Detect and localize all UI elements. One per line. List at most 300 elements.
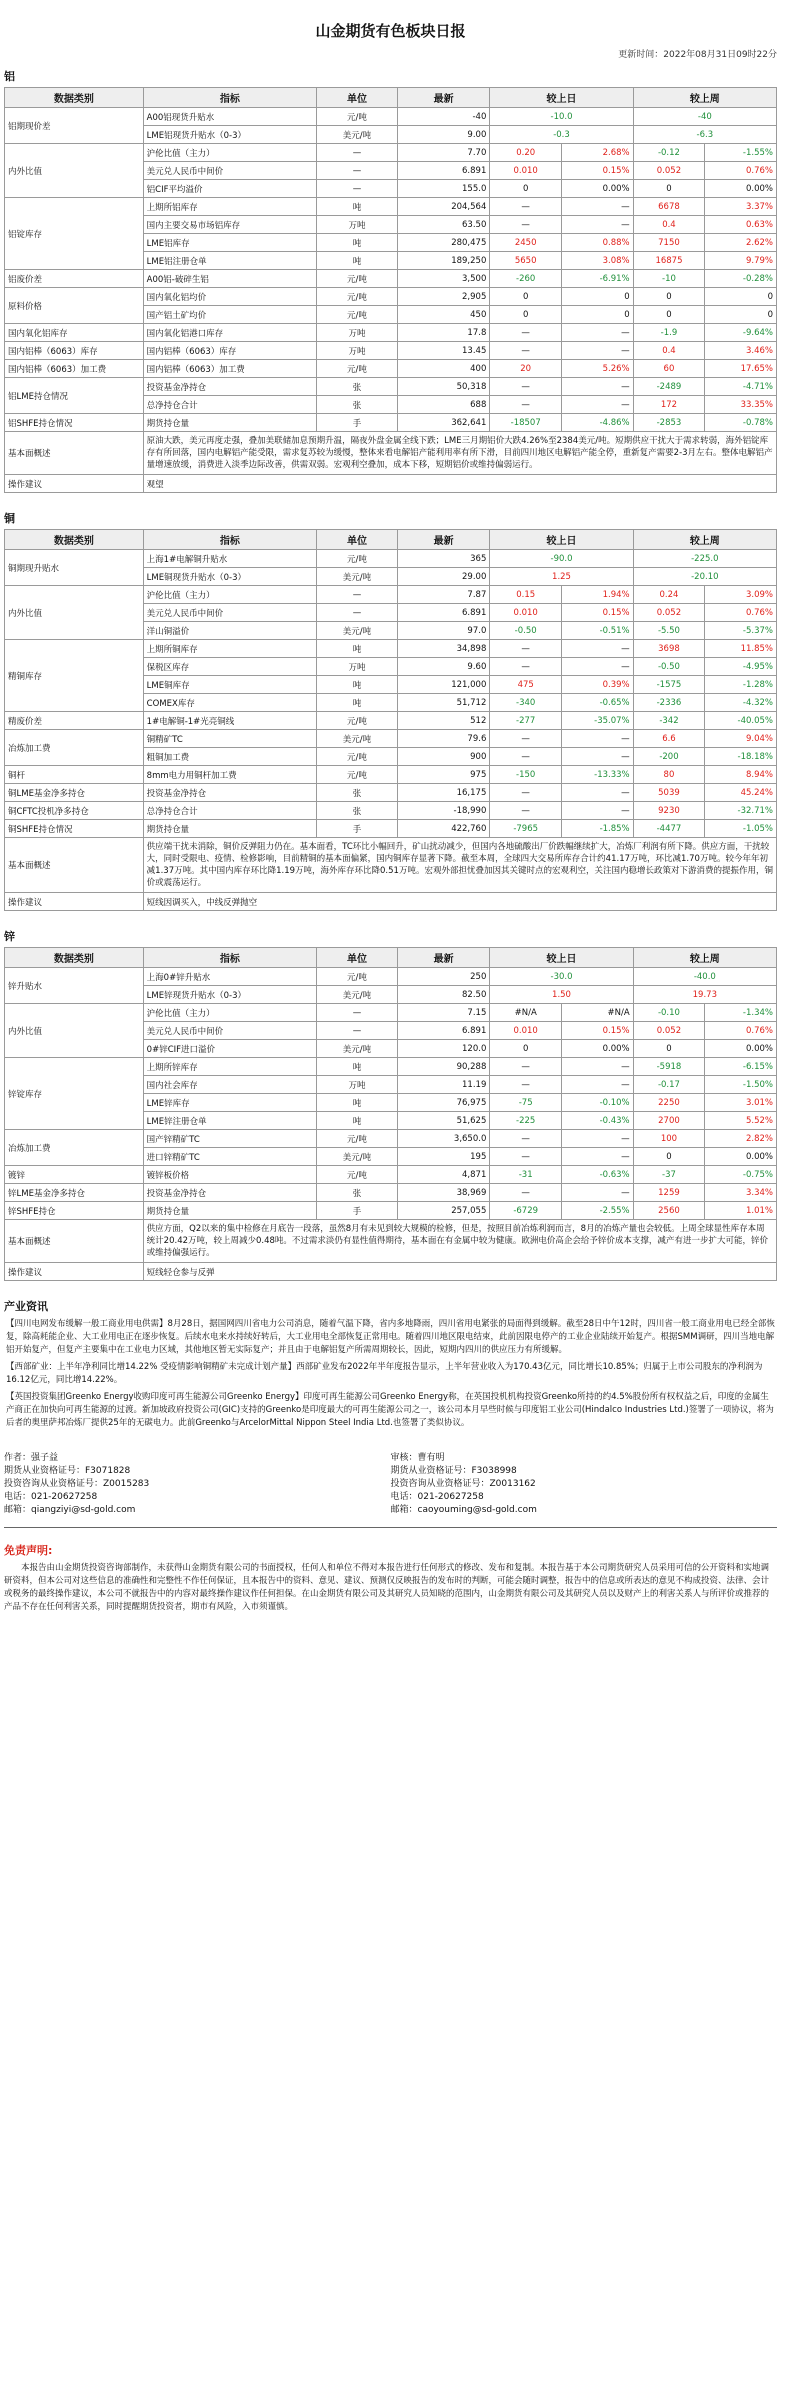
week-change-cell: 5039: [633, 784, 705, 802]
week-pct-cell: -4.71%: [705, 378, 777, 396]
unit-cell: 元/吨: [317, 712, 398, 730]
day-pct-cell: 0.15%: [562, 604, 634, 622]
table-row: [5, 342, 777, 360]
unit-cell: —: [317, 1004, 398, 1022]
week-change-cell: 6678: [633, 198, 705, 216]
author-line: 邮箱：qiangziyi@sd-gold.com: [4, 1505, 136, 1515]
latest-cell: 422,760: [397, 820, 489, 838]
week-change-cell: 0: [633, 180, 705, 198]
latest-cell: 120.0: [397, 1040, 489, 1058]
day-change-cell: 0.010: [490, 1022, 562, 1040]
day-pct-cell: —: [562, 378, 634, 396]
indicator-cell: 投资基金净持仓: [143, 784, 316, 802]
category-cell: 铜期现升贴水: [5, 550, 144, 586]
data-table: [4, 529, 777, 911]
indicator-cell: LME铝库存: [143, 234, 316, 252]
category-cell: 锌锭库存: [5, 1058, 144, 1130]
data-table: [4, 947, 777, 1281]
unit-cell: 万吨: [317, 1076, 398, 1094]
latest-cell: 280,475: [397, 234, 489, 252]
day-pct-cell: -13.33%: [562, 766, 634, 784]
day-pct-cell: —: [562, 802, 634, 820]
day-change-cell: —: [490, 198, 562, 216]
day-change-cell: 2450: [490, 234, 562, 252]
week-change-cell: -1575: [633, 676, 705, 694]
day-change-cell: 1.50: [490, 986, 633, 1004]
week-pct-cell: 1.01%: [705, 1202, 777, 1220]
day-pct-cell: —: [562, 1184, 634, 1202]
day-pct-cell: —: [562, 658, 634, 676]
unit-cell: 美元/吨: [317, 622, 398, 640]
week-change-cell: -4477: [633, 820, 705, 838]
latest-cell: 38,969: [397, 1184, 489, 1202]
unit-cell: 美元/吨: [317, 126, 398, 144]
unit-cell: 万吨: [317, 324, 398, 342]
week-pct-cell: 9.79%: [705, 252, 777, 270]
indicator-cell: 总净持仓合计: [143, 802, 316, 820]
week-pct-cell: 9.04%: [705, 730, 777, 748]
day-pct-cell: -0.63%: [562, 1166, 634, 1184]
summary-text: 原油大跌，美元再度走强，叠加美联储加息预期升温，隔夜外盘金属全线下跌；LME三月期铝价大跌4.26%至2384美元/吨。短期供应干扰大于需求转弱，海外铝锭库存有所回落，国内电解铝产能受限，需求复苏较为缓慢，整体来看电解铝产能利用率有所下滑，目前四川地区电解铝产能全停，重新复产需要2-3月左右。整体电解铝产量增速放缓，消费进入淡季边际改善，供需双弱。宏观利空叠加，成本下移，短期铝价或维持偏弱运行。: [143, 432, 776, 475]
day-change-cell: -260: [490, 270, 562, 288]
indicator-cell: 上期所铜库存: [143, 640, 316, 658]
indicator-cell: 国内氧化铝港口库存: [143, 324, 316, 342]
day-change-cell: -31: [490, 1166, 562, 1184]
latest-cell: 900: [397, 748, 489, 766]
column-header: 最新: [397, 948, 489, 968]
latest-cell: 6.891: [397, 604, 489, 622]
day-change-cell: —: [490, 1058, 562, 1076]
indicator-cell: 美元兑人民币中间价: [143, 1022, 316, 1040]
advice-label: 操作建议: [5, 893, 144, 911]
table-row: [5, 802, 777, 820]
author-line: 期货从业资格证号：F3071828: [4, 1466, 131, 1476]
sections: [4, 68, 777, 1290]
latest-cell: 4,871: [397, 1166, 489, 1184]
day-pct-cell: -0.51%: [562, 622, 634, 640]
week-pct-cell: 45.24%: [705, 784, 777, 802]
week-change-cell: 0.24: [633, 586, 705, 604]
week-pct-cell: -1.05%: [705, 820, 777, 838]
latest-cell: 6.891: [397, 1022, 489, 1040]
day-pct-cell: -0.43%: [562, 1112, 634, 1130]
indicator-cell: 沪伦比值（主力）: [143, 144, 316, 162]
day-change-cell: 0: [490, 306, 562, 324]
week-change-cell: 80: [633, 766, 705, 784]
column-header: 较上日: [490, 88, 633, 108]
latest-cell: 9.00: [397, 126, 489, 144]
day-pct-cell: 0.00%: [562, 1040, 634, 1058]
day-change-cell: 0: [490, 288, 562, 306]
week-pct-cell: -0.78%: [705, 414, 777, 432]
day-change-cell: —: [490, 216, 562, 234]
week-change-cell: 3698: [633, 640, 705, 658]
indicator-cell: LME锌注册仓单: [143, 1112, 316, 1130]
latest-cell: 16,175: [397, 784, 489, 802]
week-pct-cell: -0.28%: [705, 270, 777, 288]
column-header: 最新: [397, 530, 489, 550]
column-header: 单位: [317, 88, 398, 108]
day-pct-cell: —: [562, 324, 634, 342]
category-cell: 铝期现价差: [5, 108, 144, 144]
unit-cell: 吨: [317, 1112, 398, 1130]
latest-cell: 34,898: [397, 640, 489, 658]
indicator-cell: 进口锌精矿TC: [143, 1148, 316, 1166]
week-change-cell: 0: [633, 1040, 705, 1058]
indicator-cell: 国产铝土矿均价: [143, 306, 316, 324]
week-change-cell: 7150: [633, 234, 705, 252]
category-cell: 铝废价差: [5, 270, 144, 288]
latest-cell: 7.87: [397, 586, 489, 604]
week-change-cell: 2250: [633, 1094, 705, 1112]
week-change-cell: 19.73: [633, 986, 776, 1004]
table-row: [5, 1184, 777, 1202]
week-pct-cell: 17.65%: [705, 360, 777, 378]
day-change-cell: —: [490, 748, 562, 766]
category-cell: 铝SHFE持仓情况: [5, 414, 144, 432]
week-change-cell: -225.0: [633, 550, 776, 568]
latest-cell: 362,641: [397, 414, 489, 432]
day-pct-cell: -2.55%: [562, 1202, 634, 1220]
indicator-cell: 铜精矿TC: [143, 730, 316, 748]
unit-cell: 张: [317, 802, 398, 820]
week-pct-cell: 3.34%: [705, 1184, 777, 1202]
week-change-cell: -1.9: [633, 324, 705, 342]
category-cell: 冶炼加工费: [5, 730, 144, 766]
indicator-cell: 上海0#锌升贴水: [143, 968, 316, 986]
indicator-cell: 国内社会库存: [143, 1076, 316, 1094]
latest-cell: 51,712: [397, 694, 489, 712]
indicator-cell: LME铜库存: [143, 676, 316, 694]
category-cell: 铝LME持仓情况: [5, 378, 144, 414]
week-change-cell: 0.052: [633, 162, 705, 180]
week-change-cell: -0.12: [633, 144, 705, 162]
unit-cell: 万吨: [317, 216, 398, 234]
week-pct-cell: 3.46%: [705, 342, 777, 360]
indicator-cell: LME铝现货升贴水（0-3）: [143, 126, 316, 144]
indicator-cell: 1#电解铜-1#光亮铜线: [143, 712, 316, 730]
indicator-cell: 国产锌精矿TC: [143, 1130, 316, 1148]
week-change-cell: -0.10: [633, 1004, 705, 1022]
reviewer-line: 电话：021-20627258: [390, 1492, 484, 1502]
unit-cell: —: [317, 180, 398, 198]
category-cell: 国内氧化铝库存: [5, 324, 144, 342]
category-cell: 国内铝棒（6063）库存: [5, 342, 144, 360]
unit-cell: 美元/吨: [317, 986, 398, 1004]
week-change-cell: 1259: [633, 1184, 705, 1202]
reviewer-line: 投资咨询从业资格证号：Z0013162: [390, 1479, 536, 1489]
day-change-cell: -340: [490, 694, 562, 712]
day-change-cell: -0.3: [490, 126, 633, 144]
table-row: [5, 288, 777, 306]
unit-cell: 张: [317, 784, 398, 802]
day-pct-cell: 2.68%: [562, 144, 634, 162]
category-cell: 内外比值: [5, 586, 144, 640]
summary-row: [5, 432, 777, 475]
category-cell: 内外比值: [5, 144, 144, 198]
table-row: [5, 108, 777, 126]
unit-cell: 元/吨: [317, 288, 398, 306]
day-change-cell: -10.0: [490, 108, 633, 126]
day-pct-cell: —: [562, 1076, 634, 1094]
day-change-cell: 20: [490, 360, 562, 378]
day-pct-cell: -35.07%: [562, 712, 634, 730]
latest-cell: 121,000: [397, 676, 489, 694]
table-row: [5, 1058, 777, 1076]
latest-cell: 63.50: [397, 216, 489, 234]
category-cell: 内外比值: [5, 1004, 144, 1058]
unit-cell: 元/吨: [317, 748, 398, 766]
unit-cell: —: [317, 1022, 398, 1040]
unit-cell: 元/吨: [317, 1166, 398, 1184]
day-pct-cell: 0: [562, 306, 634, 324]
unit-cell: —: [317, 604, 398, 622]
latest-cell: 79.6: [397, 730, 489, 748]
advice-row: [5, 475, 777, 493]
day-pct-cell: -0.10%: [562, 1094, 634, 1112]
indicator-cell: 期货持仓量: [143, 1202, 316, 1220]
day-pct-cell: 0.15%: [562, 162, 634, 180]
week-change-cell: 0.4: [633, 216, 705, 234]
table-row: [5, 784, 777, 802]
latest-cell: 204,564: [397, 198, 489, 216]
day-pct-cell: #N/A: [562, 1004, 634, 1022]
day-pct-cell: -4.86%: [562, 414, 634, 432]
latest-cell: 7.15: [397, 1004, 489, 1022]
indicator-cell: 美元兑人民币中间价: [143, 604, 316, 622]
week-change-cell: 2700: [633, 1112, 705, 1130]
report: [4, 20, 777, 1614]
advice-label: 操作建议: [5, 1263, 144, 1281]
data-table: [4, 87, 777, 493]
unit-cell: 吨: [317, 198, 398, 216]
unit-cell: 吨: [317, 694, 398, 712]
week-pct-cell: -9.64%: [705, 324, 777, 342]
day-pct-cell: —: [562, 1148, 634, 1166]
table-row: [5, 378, 777, 396]
week-pct-cell: 2.82%: [705, 1130, 777, 1148]
category-cell: 铜LME基金净多持仓: [5, 784, 144, 802]
table-row: [5, 360, 777, 378]
column-header: 指标: [143, 948, 316, 968]
day-pct-cell: —: [562, 198, 634, 216]
unit-cell: 元/吨: [317, 108, 398, 126]
latest-cell: 688: [397, 396, 489, 414]
week-pct-cell: 5.52%: [705, 1112, 777, 1130]
week-change-cell: 0.052: [633, 1022, 705, 1040]
category-cell: 精废价差: [5, 712, 144, 730]
news-item: 【四川电网发布缓解一般工商业用电供需】8月28日，据国网四川省电力公司消息，随着气温下降，省内多地降雨，四川省用电紧张的局面得到缓解。截至28日中午12时，四川省一般工商业用电已经全部恢复，除高耗能企业、大工业用电正在逐步恢复。后续水电来水持续好转后，大工业用电全部恢复正常用电。随着四川地区限电结束，此前因限电停产的工业企业陆续开始复产。根据SMM调研，四川当地电解铝开始复产，但复产主要集中在工业电力区域，其他地区暂无实际复产；并且由于电解铝复产所需周期较长，因此，短期内四川的供应压力有所缓解。: [6, 1319, 775, 1355]
column-header: 数据类别: [5, 948, 144, 968]
table-row: [5, 1166, 777, 1184]
day-change-cell: —: [490, 730, 562, 748]
indicator-cell: LME铜现货升贴水（0-3）: [143, 568, 316, 586]
summary-label: 基本面概述: [5, 1220, 144, 1263]
week-pct-cell: 33.35%: [705, 396, 777, 414]
indicator-cell: 镀锌板价格: [143, 1166, 316, 1184]
summary-label: 基本面概述: [5, 838, 144, 893]
week-pct-cell: -4.95%: [705, 658, 777, 676]
indicator-cell: 上期所锌库存: [143, 1058, 316, 1076]
reviewer-line: 期货从业资格证号：F3038998: [390, 1466, 517, 1476]
section-gap: [4, 493, 777, 502]
table-row: [5, 270, 777, 288]
indicator-cell: 8mm电力用铜杆加工费: [143, 766, 316, 784]
day-pct-cell: 0.00%: [562, 180, 634, 198]
unit-cell: 元/吨: [317, 360, 398, 378]
day-change-cell: —: [490, 640, 562, 658]
week-change-cell: 60: [633, 360, 705, 378]
day-change-cell: —: [490, 1148, 562, 1166]
week-change-cell: -0.50: [633, 658, 705, 676]
week-pct-cell: 11.85%: [705, 640, 777, 658]
header-row: [5, 530, 777, 550]
week-change-cell: 0.052: [633, 604, 705, 622]
column-header: 较上周: [633, 88, 776, 108]
table-row: [5, 1004, 777, 1022]
day-pct-cell: 0: [562, 288, 634, 306]
week-change-cell: -2853: [633, 414, 705, 432]
week-change-cell: 2560: [633, 1202, 705, 1220]
week-change-cell: 172: [633, 396, 705, 414]
unit-cell: 张: [317, 1184, 398, 1202]
unit-cell: 美元/吨: [317, 730, 398, 748]
indicator-cell: 沪伦比值（主力）: [143, 586, 316, 604]
column-header: 指标: [143, 530, 316, 550]
latest-cell: 13.45: [397, 342, 489, 360]
latest-cell: 257,055: [397, 1202, 489, 1220]
indicator-cell: COMEX库存: [143, 694, 316, 712]
indicator-cell: 洋山铜溢价: [143, 622, 316, 640]
unit-cell: —: [317, 162, 398, 180]
day-pct-cell: -0.65%: [562, 694, 634, 712]
latest-cell: 7.70: [397, 144, 489, 162]
week-pct-cell: -18.18%: [705, 748, 777, 766]
week-change-cell: -2336: [633, 694, 705, 712]
unit-cell: 张: [317, 378, 398, 396]
day-change-cell: -225: [490, 1112, 562, 1130]
latest-cell: 50,318: [397, 378, 489, 396]
week-pct-cell: -32.71%: [705, 802, 777, 820]
week-pct-cell: 0.76%: [705, 1022, 777, 1040]
week-pct-cell: 0.63%: [705, 216, 777, 234]
week-change-cell: 0: [633, 288, 705, 306]
day-change-cell: -90.0: [490, 550, 633, 568]
column-header: 较上日: [490, 948, 633, 968]
advice-text: 短线因调买入，中线反弹抛空: [143, 893, 776, 911]
unit-cell: 吨: [317, 252, 398, 270]
indicator-cell: 国内氧化铝均价: [143, 288, 316, 306]
day-change-cell: -0.50: [490, 622, 562, 640]
category-cell: 铜杆: [5, 766, 144, 784]
latest-cell: 3,500: [397, 270, 489, 288]
day-change-cell: 0.010: [490, 604, 562, 622]
day-change-cell: —: [490, 378, 562, 396]
unit-cell: 万吨: [317, 658, 398, 676]
day-pct-cell: —: [562, 342, 634, 360]
unit-cell: 手: [317, 820, 398, 838]
reviewer-line: 邮箱：caoyouming@sd-gold.com: [390, 1505, 537, 1515]
author-line: 电话：021-20627258: [4, 1492, 98, 1502]
table-row: [5, 730, 777, 748]
day-change-cell: —: [490, 396, 562, 414]
category-cell: 铜SHFE持仓情况: [5, 820, 144, 838]
header-row: [5, 948, 777, 968]
week-pct-cell: -40.05%: [705, 712, 777, 730]
week-change-cell: 6.6: [633, 730, 705, 748]
latest-cell: 17.8: [397, 324, 489, 342]
unit-cell: 元/吨: [317, 550, 398, 568]
day-change-cell: —: [490, 658, 562, 676]
author-line: 作者：强子益: [4, 1453, 59, 1463]
indicator-cell: 期货持仓量: [143, 414, 316, 432]
latest-cell: -40: [397, 108, 489, 126]
authors: [4, 1452, 777, 1517]
column-header: 单位: [317, 530, 398, 550]
week-pct-cell: 2.62%: [705, 234, 777, 252]
unit-cell: 元/吨: [317, 270, 398, 288]
week-change-cell: 0.4: [633, 342, 705, 360]
author-block: [4, 1452, 391, 1517]
week-change-cell: 0: [633, 1148, 705, 1166]
news-item: 【西部矿业：上半年净利同比增14.22% 受疫情影响铜精矿未完成计划产量】西部矿业发布2022年半年度报告显示，上半年营业收入为170.43亿元，同比增长10.85%；归属于上市公司股东的净利润为16.12亿元，同比增14.22%。: [6, 1362, 763, 1385]
latest-cell: -18,990: [397, 802, 489, 820]
day-change-cell: -277: [490, 712, 562, 730]
day-change-cell: -7965: [490, 820, 562, 838]
indicator-cell: 投资基金净持仓: [143, 1184, 316, 1202]
unit-cell: 美元/吨: [317, 1040, 398, 1058]
day-change-cell: 5650: [490, 252, 562, 270]
day-change-cell: 0.010: [490, 162, 562, 180]
advice-label: 操作建议: [5, 475, 144, 493]
week-change-cell: -10: [633, 270, 705, 288]
week-change-cell: 0: [633, 306, 705, 324]
advice-text: 观望: [143, 475, 776, 493]
day-change-cell: -75: [490, 1094, 562, 1112]
week-pct-cell: -0.75%: [705, 1166, 777, 1184]
indicator-cell: 保税区库存: [143, 658, 316, 676]
indicator-cell: 国内铝棒（6063）加工费: [143, 360, 316, 378]
reviewer-block: [391, 1452, 778, 1517]
day-pct-cell: —: [562, 730, 634, 748]
table-row: [5, 198, 777, 216]
indicator-cell: 美元兑人民币中间价: [143, 162, 316, 180]
day-change-cell: #N/A: [490, 1004, 562, 1022]
day-pct-cell: 1.94%: [562, 586, 634, 604]
week-change-cell: -37: [633, 1166, 705, 1184]
column-header: 较上周: [633, 948, 776, 968]
industry-news: [4, 1298, 777, 1430]
day-change-cell: 1.25: [490, 568, 633, 586]
section-gap: [4, 911, 777, 920]
latest-cell: 29.00: [397, 568, 489, 586]
unit-cell: 吨: [317, 640, 398, 658]
indicator-cell: 铝CIF平均溢价: [143, 180, 316, 198]
latest-cell: 11.19: [397, 1076, 489, 1094]
indicator-cell: 期货持仓量: [143, 820, 316, 838]
unit-cell: 手: [317, 414, 398, 432]
week-change-cell: -200: [633, 748, 705, 766]
day-pct-cell: 5.26%: [562, 360, 634, 378]
week-change-cell: -342: [633, 712, 705, 730]
indicator-cell: 投资基金净持仓: [143, 378, 316, 396]
column-header: 数据类别: [5, 88, 144, 108]
week-pct-cell: 0.00%: [705, 1040, 777, 1058]
indicator-cell: LME铝注册仓单: [143, 252, 316, 270]
week-pct-cell: 0: [705, 306, 777, 324]
indicator-cell: 总净持仓合计: [143, 396, 316, 414]
news-item: 【英国投资集团Greenko Energy收购印度可再生能源公司Greenko Energy】印度可再生能源公司Greenko Energy称，在英国投机机构投资Greenko所持的约4.5%股份所有权权益之后，印度的金属生产商正在加快向可再生能源的过渡。新加坡政府投资公司(GIC)支持的Greenko是印度最大的可再生能源公司之一，该公司本月早些时候与印度铝工业公司(Hindalco Industries Ltd.)签署了一项协议，将为后者的奥里萨邦冶炼厂提供25年的无碳电力。此前Greenko与ArcelorMittal Nippon Steel India Ltd.也签署了类似协议。: [6, 1392, 774, 1428]
